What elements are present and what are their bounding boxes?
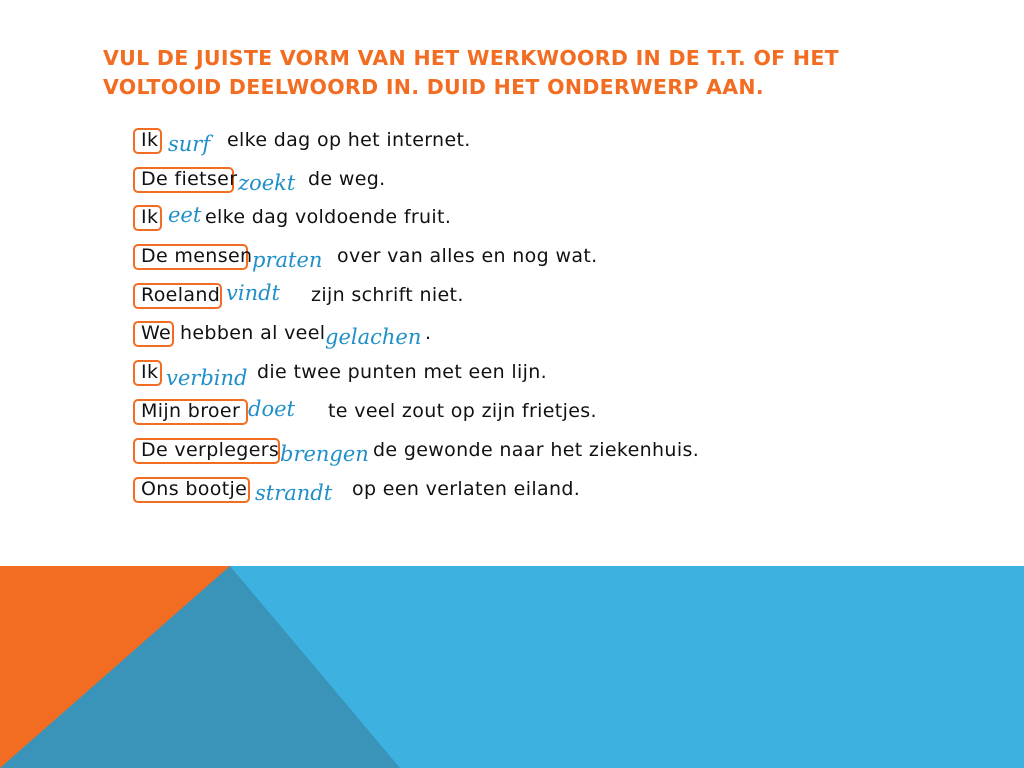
sentence-rest: . [425, 322, 432, 344]
sentence-rest: de weg. [308, 168, 386, 190]
subject-text: De verplegers [141, 439, 280, 461]
subject-text: Ik [141, 206, 159, 228]
answer-handwritten: vindt [226, 281, 280, 305]
subject-text: We [141, 322, 172, 344]
answer-handwritten: brengen [280, 442, 369, 466]
subject-text: Roeland [141, 284, 221, 306]
answer-handwritten: strandt [255, 481, 333, 505]
answer-handwritten: praten [252, 248, 323, 272]
sentence-rest: zijn schrift niet. [311, 284, 464, 306]
subject-text: Mijn broer [141, 400, 241, 422]
slide-title: VUL DE JUISTE VORM VAN HET WERKWOORD IN DE T.T. OF HET VOLTOOID DEELWOORD IN. DUID HET ONDERWERP AAN. [103, 46, 839, 99]
answer-handwritten: gelachen [325, 325, 422, 349]
subject-text: Ik [141, 361, 159, 383]
answer-handwritten: zoekt [238, 171, 296, 195]
sentence-row [0, 283, 1024, 313]
answer-handwritten: eet [168, 203, 202, 227]
sentence-row [0, 438, 1024, 468]
sentence-rest: die twee punten met een lijn. [257, 361, 548, 383]
sentence-row [0, 399, 1024, 429]
subject-text: Ons bootje [141, 478, 248, 500]
subject-text: Ik [141, 129, 159, 151]
answer-handwritten: surf [168, 132, 211, 156]
sentence-row [0, 205, 1024, 235]
answer-handwritten: doet [248, 397, 295, 421]
sentence-row [0, 244, 1024, 274]
sentence-rest: op een verlaten eiland. [352, 478, 581, 500]
sentence-rest: de gewonde naar het ziekenhuis. [373, 439, 700, 461]
sentence-middle: hebben al veel [180, 322, 326, 344]
sentence-row [0, 167, 1024, 197]
decorative-footer-banner [0, 566, 1024, 768]
sentence-rest: elke dag op het internet. [227, 129, 471, 151]
sentence-row [0, 128, 1024, 158]
sentence-rest: over van alles en nog wat. [337, 245, 598, 267]
sentence-row [0, 360, 1024, 390]
sentence-row [0, 321, 1024, 351]
subject-text: De mensen [141, 245, 253, 267]
subject-text: De fietser [141, 168, 238, 190]
sentence-row [0, 477, 1024, 507]
sentence-rest: te veel zout op zijn frietjes. [328, 400, 597, 422]
sentence-rest: elke dag voldoende fruit. [205, 206, 452, 228]
answer-handwritten: verbind [166, 366, 248, 390]
